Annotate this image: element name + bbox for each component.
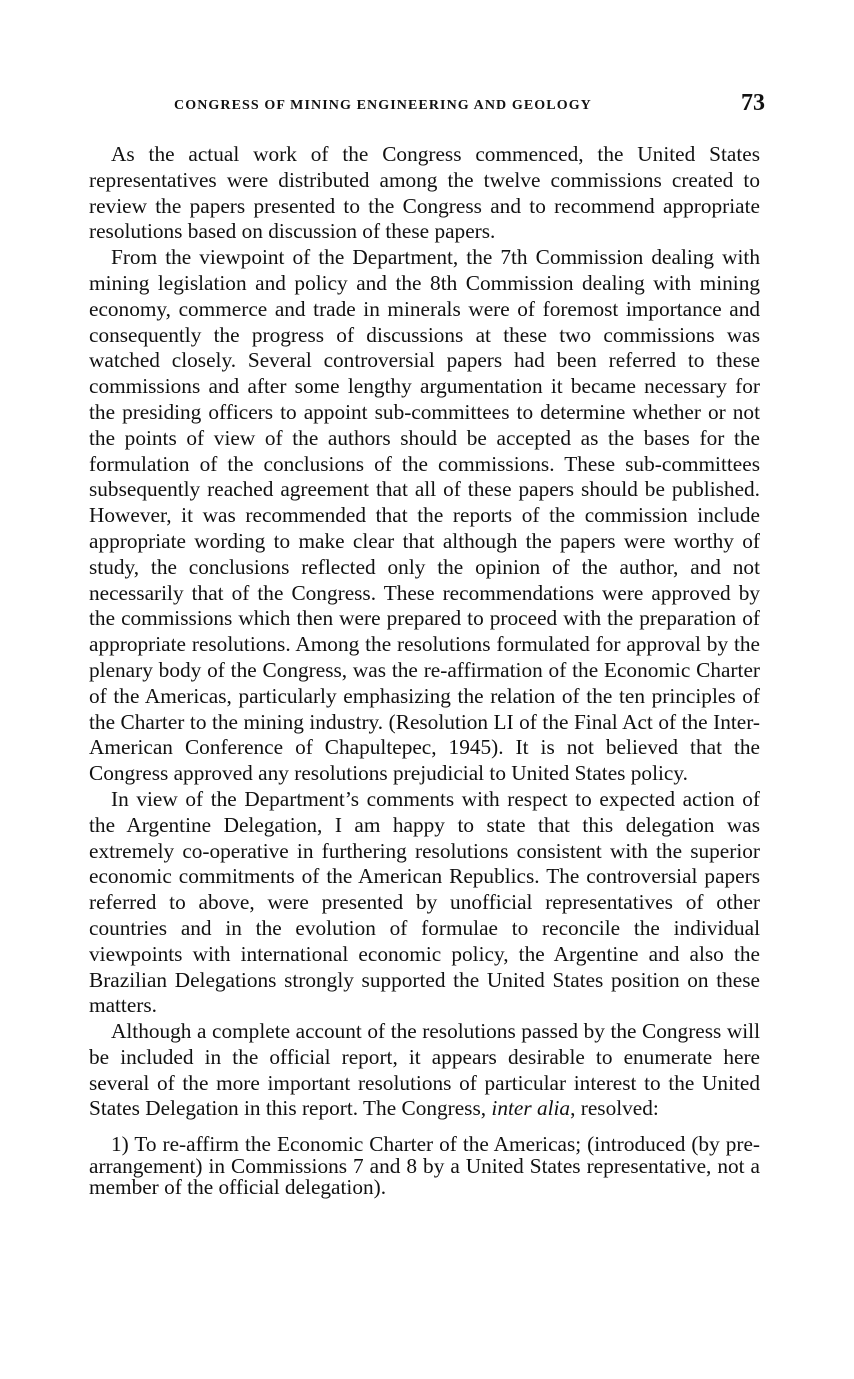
document-page: [89, 90, 765, 1200]
inter-alia-italic: inter alia: [491, 1096, 571, 1121]
body-text: [89, 142, 760, 1199]
resolutions-intro-end: , resolved:: [570, 1096, 659, 1121]
resolution-item-1: 1) To re-affirm the Economic Charter of the Americas; (introduced (by pre-arrangement) in Commissions 7 and 8 by a United States representative, not a member of the official delegation).: [89, 1132, 760, 1200]
paragraph-argentine-delegation: In view of the Department’s comments with respect to expected action of the Argentine Delegation, I am happy to state that this delegation was extremely co-operative in furthering resolutions consistent with the superior economic commitments of the American Republics. The controversial papers referred to above, were presented by unofficial representatives of other countries and in the evolution of formulae to reconcile the individual viewpoints with international economic policy, the Argentine and also the Brazilian Delegations strongly supported the United States position on these matters.: [89, 786, 760, 1018]
paragraph-commissions: As the actual work of the Congress commenced, the United States representatives were distributed among the twelve commissions created to review the papers presented to the Congress and to recommend appropriate resolutions based on discussion of these papers.: [89, 142, 760, 244]
page-number: 73: [741, 90, 765, 116]
paragraph-seventh-eighth-commission: From the viewpoint of the Department, the 7th Commission dealing with mining legislation and policy and the 8th Commission dealing with mining economy, commerce and trade in minerals were of foremost importance and consequently the progress of discussions at these two commissions was watched closely. Several controversial papers had been referred to these commissions and after some lengthy argumentation it became necessary for the presiding officers to appoint sub-committees to determine whether or not the points of view of the authors should be accepted as the bases for the formulation of the conclusions of the commissions. These sub-committees subsequently reached agreement that all of these papers should be published. However, it was recommended that the reports of the commission include appropriate wording to make clear that although the papers were worthy of study, the conclusions reflected only the opinion of the author, and not necessarily that of the Congress. These recommendations were approved by the commissions which then were prepared to proceed with the preparation of appropriate resolutions. Among the resolutions formulated for approval by the plenary body of the Congress, was the re-affirmation of the Economic Charter of the Americas, particularly emphasizing the relation of the ten principles of the Charter to the mining industry. (Resolution LI of the Final Act of the Inter-American Conference of Chapultepec, 1945). It is not believed that the Congress approved any resolutions prejudicial to United States policy.: [89, 245, 760, 786]
paragraph-resolutions-intro: [89, 1019, 760, 1122]
running-head: [89, 90, 765, 120]
resolutions-intro-text: Although a complete account of the resolutions passed by the Congress will be included in the official report, it appears desirable to enumerate here several of the more important resolutions of particular interest to the United States Delegation in this report. The Congress,: [89, 1019, 760, 1121]
running-title: CONGRESS OF MINING ENGINEERING AND GEOLOGY: [174, 98, 592, 113]
